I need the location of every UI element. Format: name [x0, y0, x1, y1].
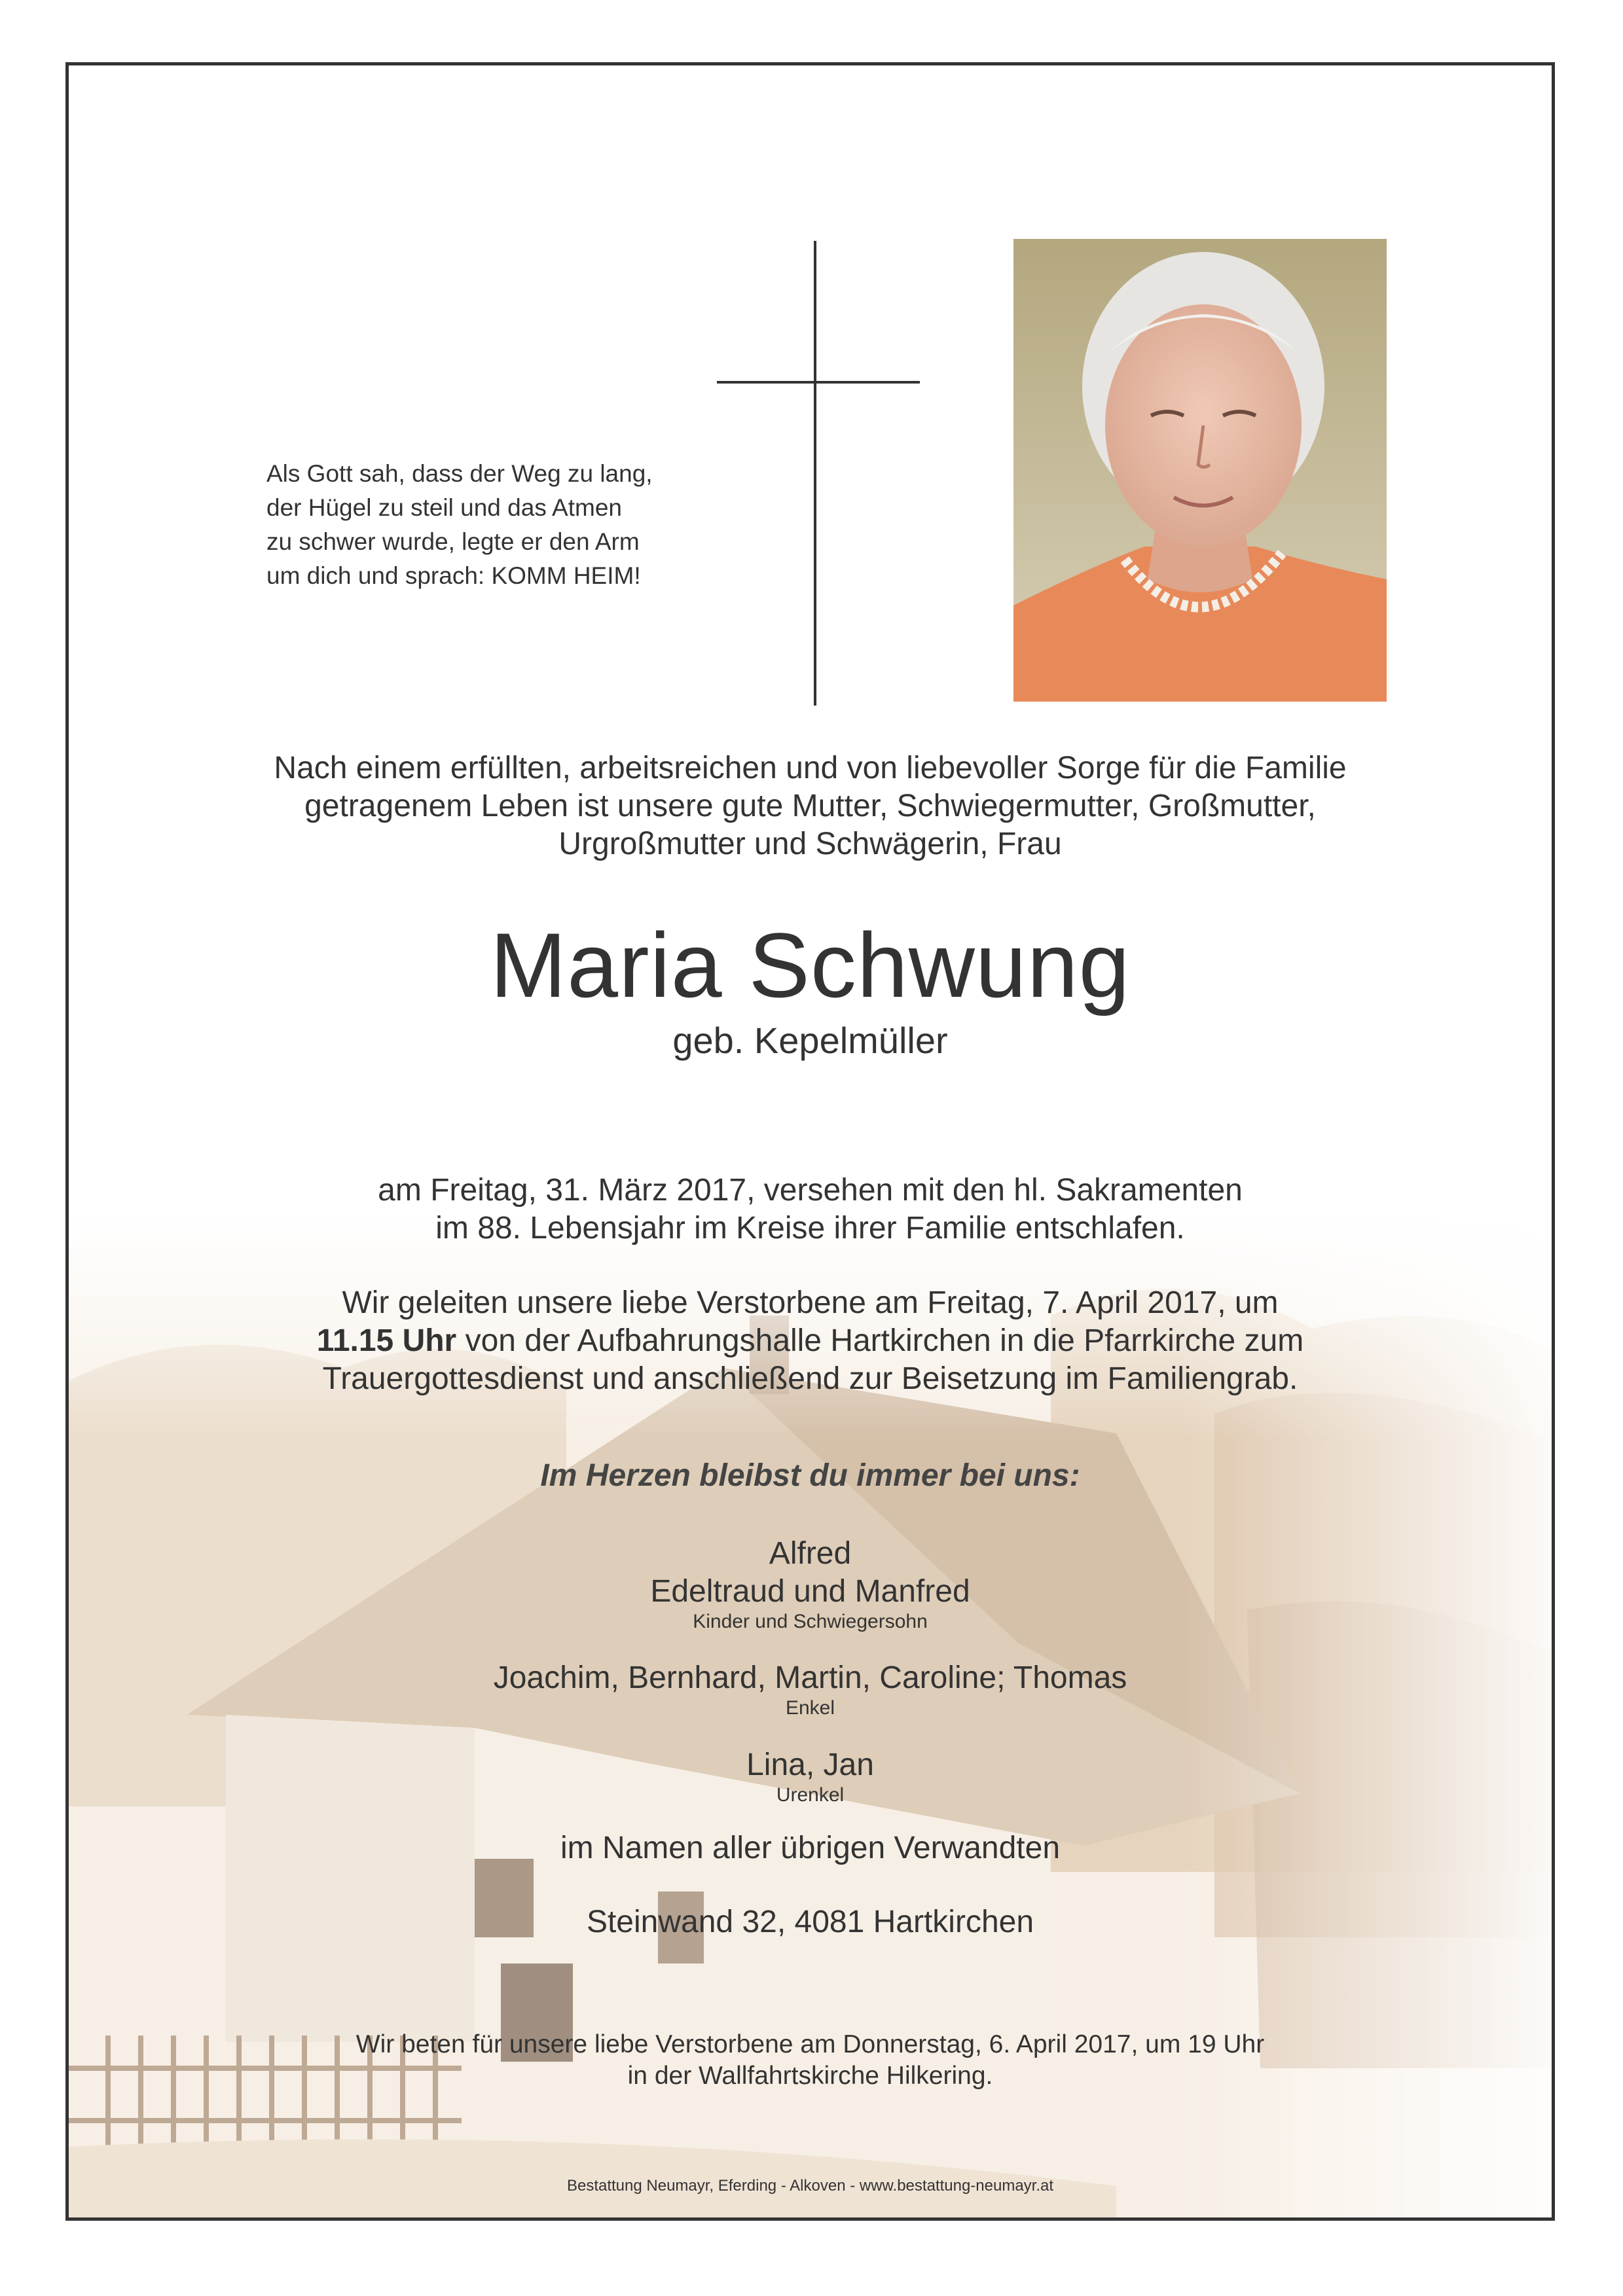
portrait-photo [1013, 239, 1387, 702]
death-line: am Freitag, 31. März 2017, versehen mit den hl. Sakramenten [378, 1173, 1243, 1208]
family-address: Steinwand 32, 4081 Hartkirchen [586, 1905, 1034, 1939]
mourner-name: Alfred [769, 1536, 852, 1571]
poem-line: um dich und sprach: KOMM HEIM! [266, 562, 641, 589]
intro-text [69, 749, 1552, 863]
funeral-time: 11.15 Uhr [316, 1323, 457, 1358]
prayer-notice [69, 2029, 1552, 2092]
poem-line: zu schwer wurde, legte er den Arm [266, 528, 640, 555]
poem [266, 457, 738, 593]
prayer-line: Wir beten für unsere liebe Verstorbene am Donnerstag, 6. April 2017, um 19 Uhr [356, 2030, 1265, 2058]
mourner-name: Edeltraud und Manfred [650, 1574, 970, 1609]
prayer-line: in der Wallfahrtskirche Hilkering. [627, 2062, 993, 2090]
mourner-name: Joachim, Bernhard, Martin, Caroline; Thomas [493, 1660, 1127, 1695]
mourner-group [69, 1659, 1552, 1719]
funeral-line [69, 1322, 1552, 1360]
poem-line: der Hügel zu steil und das Atmen [266, 494, 622, 521]
mourner-group [69, 1535, 1552, 1633]
death-line: im 88. Lebensjahr im Kreise ihrer Familie entschlafen. [435, 1211, 1185, 1246]
mourner-group [69, 1746, 1552, 1806]
intro-line: Nach einem erfüllten, arbeitsreichen und von liebevoller Sorge für die Familie [274, 751, 1347, 785]
mourner-name: Lina, Jan [746, 1748, 874, 1782]
mourner-role: Urenkel [776, 1784, 845, 1806]
other-relatives: im Namen aller übrigen Verwandten [560, 1831, 1061, 1865]
funeral-line-rest: von der Aufbahrungshalle Hartkirchen in die Pfarrkirche zum [456, 1323, 1304, 1358]
poem-line: Als Gott sah, dass der Weg zu lang, [266, 460, 653, 487]
cross-icon [814, 241, 816, 706]
death-notice [69, 1172, 1552, 1247]
mourners-motto: Im Herzen bleibst du immer bei uns: [540, 1458, 1080, 1493]
funeral-line: Trauergottesdienst und anschließend zur Beisetzung im Familiengrab. [322, 1361, 1298, 1396]
deceased-name: Maria Schwung [490, 914, 1131, 1016]
parte-frame [65, 62, 1555, 2221]
intro-line: Urgroßmutter und Schwägerin, Frau [558, 827, 1062, 861]
mourner-role: Enkel [785, 1697, 835, 1719]
funeral-line: Wir geleiten unsere liebe Verstorbene am Freitag, 7. April 2017, um [342, 1285, 1279, 1320]
mourner-role: Kinder und Schwiegersohn [693, 1611, 928, 1632]
intro-line: getragenem Leben ist unsere gute Mutter, Schwiegermutter, Großmutter, [304, 789, 1316, 823]
maiden-name: geb. Kepelmüller [672, 1020, 948, 1061]
cross-icon-bar [717, 381, 920, 384]
funeral-notice [69, 1284, 1552, 1398]
undertaker-footer: Bestattung Neumayr, Eferding - Alkoven - www.bestattung-neumayr.at [566, 2177, 1054, 2195]
